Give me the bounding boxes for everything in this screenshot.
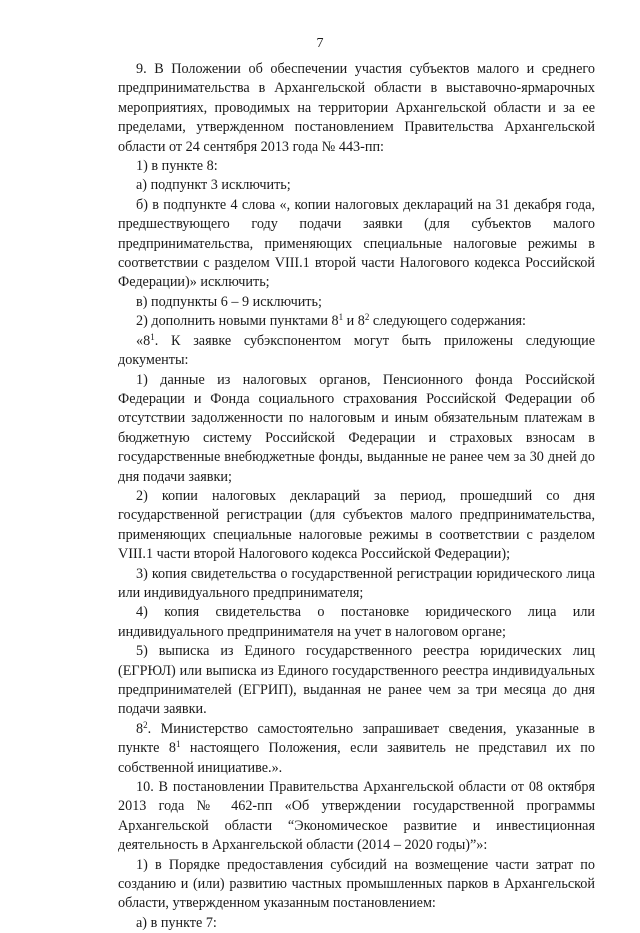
paragraph-8-1-1: 1) данные из налоговых органов, Пенсионного фонда Российской Федерации и Фонда социального страхования Российской Федерации об отсутствии задолженности по налоговым и иным обязательным платежам в бюджетную систему Российской Федерации и страховых взносам в государственные внебюджетные фонды, выданные не ранее чем за 30 дней до дня подачи заявки; bbox=[118, 371, 595, 485]
text-segment: . Министерство самостоятельно запрашивает сведения, указанные в пункте 8 bbox=[118, 720, 595, 757]
paragraph-item-9: 9. В Положении об обеспечении участия субъектов малого и среднего предпринимательства в Архангельской области в выставочно-ярмарочных мероприятиях, проводимых на территории Архангельской области и за ее пределами, утвержденном постановлением Правительства Архангельской области от 24 сентября 2013 года № 443-пп: bbox=[118, 61, 595, 155]
superscript: 2 bbox=[143, 719, 148, 730]
superscript: 1 bbox=[150, 331, 155, 342]
paragraph-9-1: 1) в пункте 8: bbox=[136, 158, 218, 175]
paragraph-8-1-3: 3) копия свидетельства о государственной регистрации юридического лица или индивидуального предпринимателя; bbox=[118, 565, 595, 601]
document-body bbox=[118, 60, 595, 933]
text-segment: 2) дополнить новыми пунктами 8 bbox=[136, 313, 339, 330]
paragraph-8-1 bbox=[118, 332, 595, 371]
paragraph-8-2 bbox=[118, 720, 595, 778]
paragraph-item-10: 10. В постановлении Правительства Архангельской области от 08 октября 2013 года № 462-пп «Об утверждении государственной программы Архангельской области “Экономическое развитие и инвестиционная деятельность в Архангельской области (2014 – 2020 годы)”»: bbox=[118, 779, 595, 854]
paragraph-8-1-2: 2) копии налоговых деклараций за период, прошедший со дня государственной регистрации (для субъектов малого предпринимательства, применяющих специальные налоговые режимы в соответствии с разделом VIII.1 части второй Налогового кодекса Российской Федерации); bbox=[118, 487, 595, 563]
text-segment: и 8 bbox=[343, 313, 365, 330]
paragraph-10-1: 1) в Порядке предоставления субсидий на возмещение части затрат по созданию и (или) развитию частных промышленных парков в Архангельской области, утвержденном указанным постановлением: bbox=[118, 856, 595, 912]
paragraph-9-1-v: в) подпункты 6 – 9 исключить; bbox=[136, 293, 322, 310]
paragraph-8-1-4: 4) копия свидетельства о постановке юридического лица или индивидуального предпринимателя на учет в налоговом органе; bbox=[118, 604, 595, 640]
superscript: 1 bbox=[338, 312, 344, 323]
page-number: 7 bbox=[316, 36, 324, 51]
text-segment: 8 bbox=[136, 720, 144, 737]
text-segment: «8 bbox=[136, 332, 151, 349]
paragraph-8-1-5: 5) выписка из Единого государственного реестра юридических лиц (ЕГРЮЛ) или выписка из Единого государственного реестра индивидуальных предпринимателей (ЕГРИП), выданная не ранее чем за три месяца до дня подачи заявки. bbox=[118, 643, 595, 718]
paragraph-9-2 bbox=[118, 312, 595, 331]
text-segment: . К заявке субэкспонентом могут быть приложены следующие документы: bbox=[118, 332, 595, 369]
text-segment: следующего содержания: bbox=[369, 313, 526, 330]
superscript: 1 bbox=[175, 739, 181, 750]
superscript: 2 bbox=[364, 312, 370, 323]
paragraph-10-1-a: а) в пункте 7: bbox=[136, 914, 217, 931]
paragraph-9-1-a: а) подпункт 3 исключить; bbox=[136, 177, 291, 194]
paragraph-9-1-b: б) в подпункте 4 слова «, копии налоговых деклараций на 31 декабря года, предшествующего году подачи заявки (для субъектов малого предпринимательства, применяющих специальные налоговые режимы в соответствии с разделом VIII.1 второй части Налогового кодекса Российской Федерации)» исключить; bbox=[118, 196, 595, 291]
text-segment: настоящего Положения, если заявитель не представил их по собственной инициативе.». bbox=[118, 740, 595, 776]
